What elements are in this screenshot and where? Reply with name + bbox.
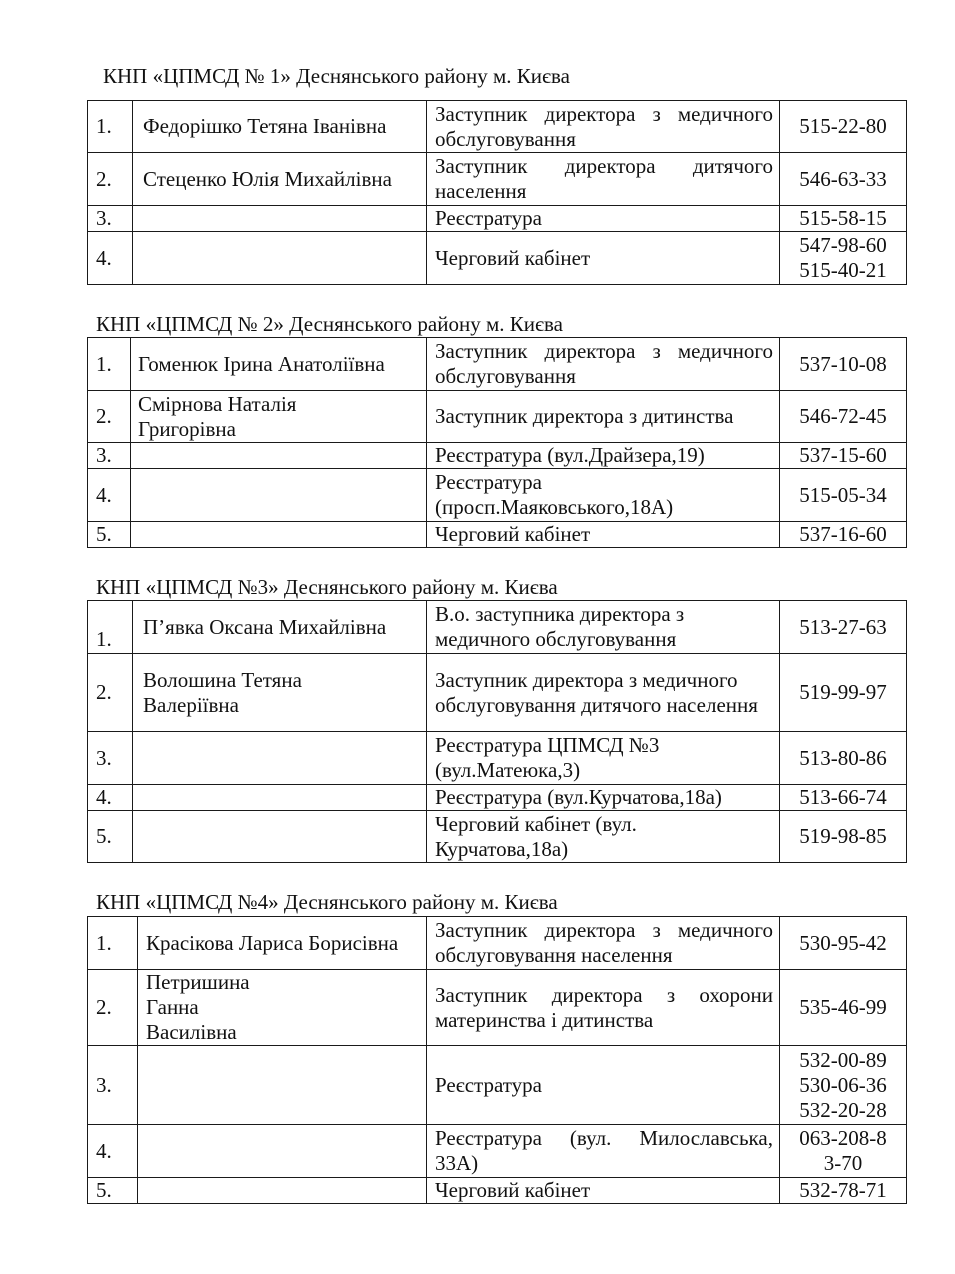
position: Реєстратура: [427, 1046, 780, 1125]
person-name: [138, 1125, 427, 1178]
table-row: [88, 1046, 907, 1125]
position: В.о. заступника директора з медичного обслуговування: [427, 601, 780, 654]
person-name: П’явка Оксана Михайлівна: [133, 601, 427, 654]
table-row: [88, 522, 907, 548]
table-row: [88, 654, 907, 732]
table-row: [88, 338, 907, 391]
phone-cell: [780, 101, 907, 153]
row-number: 4.: [88, 785, 133, 811]
phone-number[interactable]: 546-63-33: [799, 166, 887, 191]
table-row: [88, 732, 907, 785]
table-row: [88, 1178, 907, 1204]
phone-cell: [780, 206, 907, 232]
person-name: [138, 1046, 427, 1125]
contacts-table: [87, 100, 907, 285]
phone-number[interactable]: 530-06-36: [799, 1072, 887, 1097]
phone-number[interactable]: 532-20-28: [799, 1097, 887, 1122]
phone-number[interactable]: 513-27-63: [799, 614, 887, 639]
row-number: 1.: [88, 601, 133, 654]
person-name: [133, 232, 427, 285]
phone-number[interactable]: 537-15-60: [799, 443, 887, 467]
phone-number[interactable]: 530-95-42: [799, 930, 887, 955]
row-number: 3.: [88, 732, 133, 785]
phone-number[interactable]: 532-00-89: [799, 1047, 887, 1072]
position: Черговий кабінет: [427, 522, 780, 548]
phone-number[interactable]: 547-98-60: [799, 233, 887, 257]
phone-number[interactable]: 515-40-21: [799, 258, 887, 282]
phone-cell: [780, 811, 907, 863]
phone-number[interactable]: 519-98-85: [799, 824, 887, 848]
phone-cell: [780, 785, 907, 811]
phone-number[interactable]: 519-99-97: [799, 680, 887, 704]
row-number: 3.: [88, 1046, 138, 1125]
row-number: 3.: [88, 206, 133, 232]
person-name: Федорішко Тетяна Іванівна: [133, 101, 427, 153]
section-title: КНП «ЦПМСД №3» Деснянського району м. Києва: [96, 575, 558, 599]
person-name: [131, 443, 427, 469]
person-name: [133, 732, 427, 785]
position: Реєстратура (вул.Курчатова,18а): [427, 785, 780, 811]
table-row: [88, 785, 907, 811]
table-row: [88, 101, 907, 153]
phone-cell: [780, 732, 907, 785]
table-row: [88, 232, 907, 285]
person-name: Смірнова Наталія Григорівна: [131, 391, 427, 443]
section-title: КНП «ЦПМСД № 2» Деснянського району м. Києва: [96, 312, 563, 336]
position: Реєстратура (вул. Милославська, 33А): [427, 1125, 780, 1178]
person-name: Стеценко Юлія Михайлівна: [133, 153, 427, 206]
table-row: [88, 601, 907, 654]
contacts-table: [87, 916, 907, 1204]
phone-number[interactable]: 513-80-86: [799, 745, 887, 770]
position: Черговий кабінет: [427, 1178, 780, 1204]
phone-cell: [780, 1178, 907, 1204]
phone-number[interactable]: 513-66-74: [799, 785, 887, 809]
phone-number[interactable]: 537-10-08: [799, 351, 887, 376]
table-row: [88, 469, 907, 522]
phone-number[interactable]: 515-05-34: [799, 482, 887, 507]
phone-cell: [780, 522, 907, 548]
person-name: [131, 469, 427, 522]
phone-cell: [780, 601, 907, 654]
phone-cell: [780, 1125, 907, 1178]
position: Реєстратура ЦПМСД №3 (вул.Матеюка,3): [427, 732, 780, 785]
section-title: КНП «ЦПМСД № 1» Деснянського району м. Києва: [103, 64, 570, 88]
position: Заступник директора з дитинства: [427, 391, 780, 443]
phone-cell: [780, 153, 907, 206]
phone-cell: [780, 1046, 907, 1125]
position: Заступник директора з медичного обслуговування: [427, 101, 780, 153]
table-row: [88, 206, 907, 232]
row-number: 4.: [88, 1125, 138, 1178]
person-name: [133, 811, 427, 863]
person-name: [133, 206, 427, 232]
person-name: Петришина Ганна Василівна: [138, 970, 427, 1046]
row-number: 5.: [88, 811, 133, 863]
position: Реєстратура: [427, 206, 780, 232]
table-row: [88, 391, 907, 443]
phone-number[interactable]: 515-22-80: [799, 114, 887, 138]
phone-number[interactable]: 546-72-45: [799, 404, 887, 428]
table-row: [88, 917, 907, 970]
position: Заступник директора дитячого населення: [427, 153, 780, 206]
row-number: 2.: [88, 391, 131, 443]
position: Реєстратура (вул.Драйзера,19): [427, 443, 780, 469]
phone-cell: [780, 970, 907, 1046]
phone-cell: [780, 443, 907, 469]
phone-cell: [780, 232, 907, 285]
row-number: 2.: [88, 654, 133, 732]
table-row: [88, 811, 907, 863]
person-name: [131, 522, 427, 548]
phone-number[interactable]: 515-58-15: [799, 206, 887, 230]
row-number: 5.: [88, 522, 131, 548]
position: Заступник директора з медичного обслуговування населення: [427, 917, 780, 970]
row-number: 4.: [88, 469, 131, 522]
position: Заступник директора з медичного обслуговування дитячого населення: [427, 654, 780, 732]
row-number: 1.: [88, 917, 138, 970]
phone-cell: [780, 917, 907, 970]
row-number: 1.: [88, 101, 133, 153]
row-number: 1.: [88, 338, 131, 391]
row-number: 4.: [88, 232, 133, 285]
contacts-table: [87, 337, 907, 548]
phone-number[interactable]: 537-16-60: [799, 522, 887, 546]
position: Черговий кабінет: [427, 232, 780, 285]
person-name: [138, 1178, 427, 1204]
phone-number[interactable]: 535-46-99: [799, 995, 887, 1019]
person-name: Гоменюк Ірина Анатоліївна: [131, 338, 427, 391]
position: Заступник директора з охорони материнства і дитинства: [427, 970, 780, 1046]
position: Заступник директора з медичного обслуговування: [427, 338, 780, 391]
position: Реєстратура (просп.Маяковського,18А): [427, 469, 780, 522]
phone-cell: [780, 391, 907, 443]
row-number: 2.: [88, 970, 138, 1046]
table-row: [88, 1125, 907, 1178]
row-number: 2.: [88, 153, 133, 206]
table-row: [88, 970, 907, 1046]
row-number: 5.: [88, 1178, 138, 1204]
phone-number[interactable]: 063-208-83-70: [799, 1126, 887, 1175]
table-row: [88, 443, 907, 469]
person-name: Красікова Лариса Борисівна: [138, 917, 427, 970]
position: Черговий кабінет (вул. Курчатова,18а): [427, 811, 780, 863]
phone-cell: [780, 654, 907, 732]
phone-number[interactable]: 532-78-71: [799, 1178, 887, 1202]
row-number: 3.: [88, 443, 131, 469]
phone-cell: [780, 338, 907, 391]
table-row: [88, 153, 907, 206]
contacts-table: [87, 600, 907, 863]
section-title: КНП «ЦПМСД №4» Деснянського району м. Києва: [96, 890, 558, 914]
phone-cell: [780, 469, 907, 522]
person-name: Волошина Тетяна Валеріївна: [133, 654, 427, 732]
person-name: [133, 785, 427, 811]
